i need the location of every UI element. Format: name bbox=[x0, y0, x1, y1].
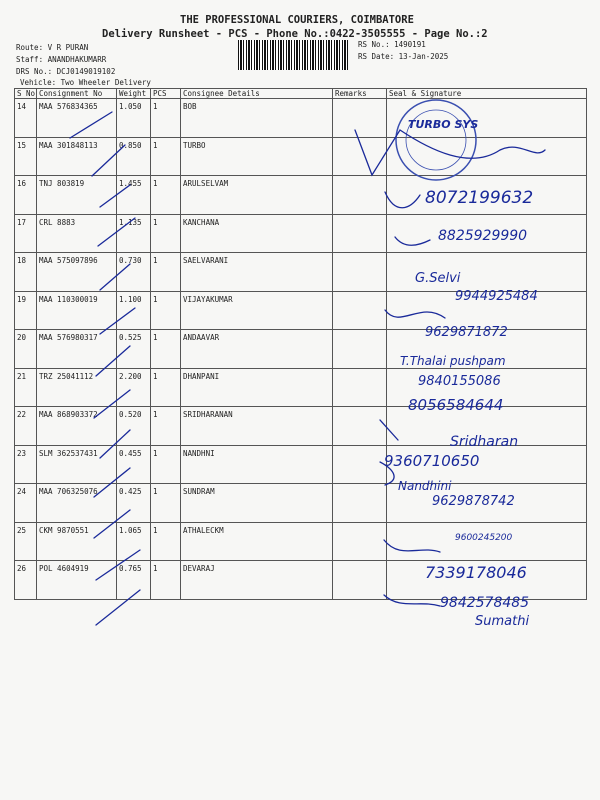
row-consignee: DHANPANI bbox=[181, 368, 333, 407]
row-weight: 0.850 bbox=[117, 137, 151, 176]
row-consignment: SLM 362537431 bbox=[37, 445, 117, 484]
handwriting-15: 9842578485 bbox=[440, 595, 530, 611]
handwriting-11: Nandhini bbox=[398, 479, 452, 493]
row-weight: 0.765 bbox=[117, 561, 151, 600]
runsheet-title: Delivery Runsheet - PCS - Phone No.:0422-3505555 - Page No.:2 bbox=[102, 28, 488, 40]
staff-label: Staff: ANANDHAKUMARR bbox=[16, 55, 107, 64]
row-weight: 1.065 bbox=[117, 522, 151, 561]
row-pcs: 1 bbox=[151, 291, 181, 330]
row-sno: 14 bbox=[15, 99, 37, 138]
row-sno: 22 bbox=[15, 407, 37, 446]
handwriting-14: 7339178046 bbox=[425, 563, 527, 582]
row-weight: 1.455 bbox=[117, 176, 151, 215]
row-consignee: DEVARAJ bbox=[181, 561, 333, 600]
row-consignee: TURBO bbox=[181, 137, 333, 176]
row-consignment: MAA 706325076 bbox=[37, 484, 117, 523]
row-weight: 1.050 bbox=[117, 99, 151, 138]
handwriting-16: Sumathi bbox=[475, 614, 530, 629]
row-consignee: KANCHANA bbox=[181, 214, 333, 253]
row-sno: 24 bbox=[15, 484, 37, 523]
col-pcs: PCS bbox=[151, 89, 181, 99]
rs-date: RS Date: 13-Jan-2025 bbox=[358, 52, 449, 61]
col-signature: Seal & Signature bbox=[387, 89, 587, 99]
row-consignment: CKM 9870551 bbox=[37, 522, 117, 561]
row-weight: 0.425 bbox=[117, 484, 151, 523]
row-sno: 25 bbox=[15, 522, 37, 561]
row-consignee: ANDAAVAR bbox=[181, 330, 333, 369]
row-consignment: TNJ 803819 bbox=[37, 176, 117, 215]
row-weight: 2.200 bbox=[117, 368, 151, 407]
row-weight: 0.520 bbox=[117, 407, 151, 446]
row-consignment: TRZ 25041112 bbox=[37, 368, 117, 407]
row-consignment: MAA 301848113 bbox=[37, 137, 117, 176]
handwriting-5: 9629871872 bbox=[425, 325, 508, 340]
row-consignment: MAA 576834365 bbox=[37, 99, 117, 138]
row-consignee: BOB bbox=[181, 99, 333, 138]
row-pcs: 1 bbox=[151, 407, 181, 446]
row-pcs: 1 bbox=[151, 99, 181, 138]
row-consignment: MAA 110300019 bbox=[37, 291, 117, 330]
row-weight: 0.525 bbox=[117, 330, 151, 369]
row-consignee: NANDHNI bbox=[181, 445, 333, 484]
row-sno: 19 bbox=[15, 291, 37, 330]
col-remarks: Remarks bbox=[333, 89, 387, 99]
handwriting-10: 9360710650 bbox=[384, 452, 480, 470]
handwriting-4: 9944925484 bbox=[455, 289, 538, 304]
row-pcs: 1 bbox=[151, 137, 181, 176]
row-pcs: 1 bbox=[151, 176, 181, 215]
row-consignment: POL 4604919 bbox=[37, 561, 117, 600]
row-consignee: SRIDHARANAN bbox=[181, 407, 333, 446]
row-consignee: VIJAYAKUMAR bbox=[181, 291, 333, 330]
row-pcs: 1 bbox=[151, 522, 181, 561]
handwriting-6: T.Thalai pushpam bbox=[400, 354, 506, 368]
row-sno: 21 bbox=[15, 368, 37, 407]
handwriting-12: 9629878742 bbox=[432, 494, 515, 509]
company-title: THE PROFESSIONAL COURIERS, COIMBATORE bbox=[180, 14, 414, 26]
row-sno: 23 bbox=[15, 445, 37, 484]
row-consignment: CRL 8883 bbox=[37, 214, 117, 253]
handwritten-notes bbox=[384, 188, 538, 629]
row-pcs: 1 bbox=[151, 484, 181, 523]
row-consignment: MAA 575097896 bbox=[37, 253, 117, 292]
row-pcs: 1 bbox=[151, 330, 181, 369]
rs-number: RS No.: 1490191 bbox=[358, 40, 426, 49]
col-sno: S No bbox=[15, 89, 37, 99]
tick-marks bbox=[70, 112, 140, 625]
row-sno: 16 bbox=[15, 176, 37, 215]
row-sno: 26 bbox=[15, 561, 37, 600]
row-sno: 15 bbox=[15, 137, 37, 176]
row-pcs: 1 bbox=[151, 368, 181, 407]
row-sno: 18 bbox=[15, 253, 37, 292]
handwriting-2: 8825929990 bbox=[438, 228, 528, 244]
col-weight: Weight bbox=[117, 89, 151, 99]
row-pcs: 1 bbox=[151, 214, 181, 253]
row-weight: 0.455 bbox=[117, 445, 151, 484]
vehicle-label: Vehicle: Two Wheeler Delivery bbox=[20, 78, 151, 87]
row-weight: 0.730 bbox=[117, 253, 151, 292]
handwriting-3: G.Selvi bbox=[415, 271, 461, 286]
row-weight: 1.100 bbox=[117, 291, 151, 330]
handwriting-8: 8056584644 bbox=[408, 396, 504, 414]
handwriting-9: Sridharan bbox=[450, 434, 519, 450]
row-consignee: SUNDRAM bbox=[181, 484, 333, 523]
stamp-text: TURBO SYS bbox=[408, 118, 479, 131]
row-consignee: ATHALECKM bbox=[181, 522, 333, 561]
row-sno: 20 bbox=[15, 330, 37, 369]
col-consignee: Consignee Details bbox=[181, 89, 333, 99]
route-label: Route: V R PURAN bbox=[16, 43, 89, 52]
row-consignee: SAELVARANI bbox=[181, 253, 333, 292]
row-sno: 17 bbox=[15, 214, 37, 253]
row-pcs: 1 bbox=[151, 445, 181, 484]
handwriting-1: 8072199632 bbox=[425, 188, 534, 208]
row-consignee: ARULSELVAM bbox=[181, 176, 333, 215]
col-consignment: Consignment No bbox=[37, 89, 117, 99]
row-consignment: MAA 868903372 bbox=[37, 407, 117, 446]
drs-label: DRS No.: DCJ0149019102 bbox=[16, 67, 116, 76]
row-weight: 1.135 bbox=[117, 214, 151, 253]
handwriting-7: 9840155086 bbox=[418, 374, 501, 389]
row-pcs: 1 bbox=[151, 561, 181, 600]
row-pcs: 1 bbox=[151, 253, 181, 292]
seal-stamp bbox=[396, 100, 478, 180]
handwriting-13: 9600245200 bbox=[455, 533, 513, 543]
row-consignment: MAA 576980317 bbox=[37, 330, 117, 369]
